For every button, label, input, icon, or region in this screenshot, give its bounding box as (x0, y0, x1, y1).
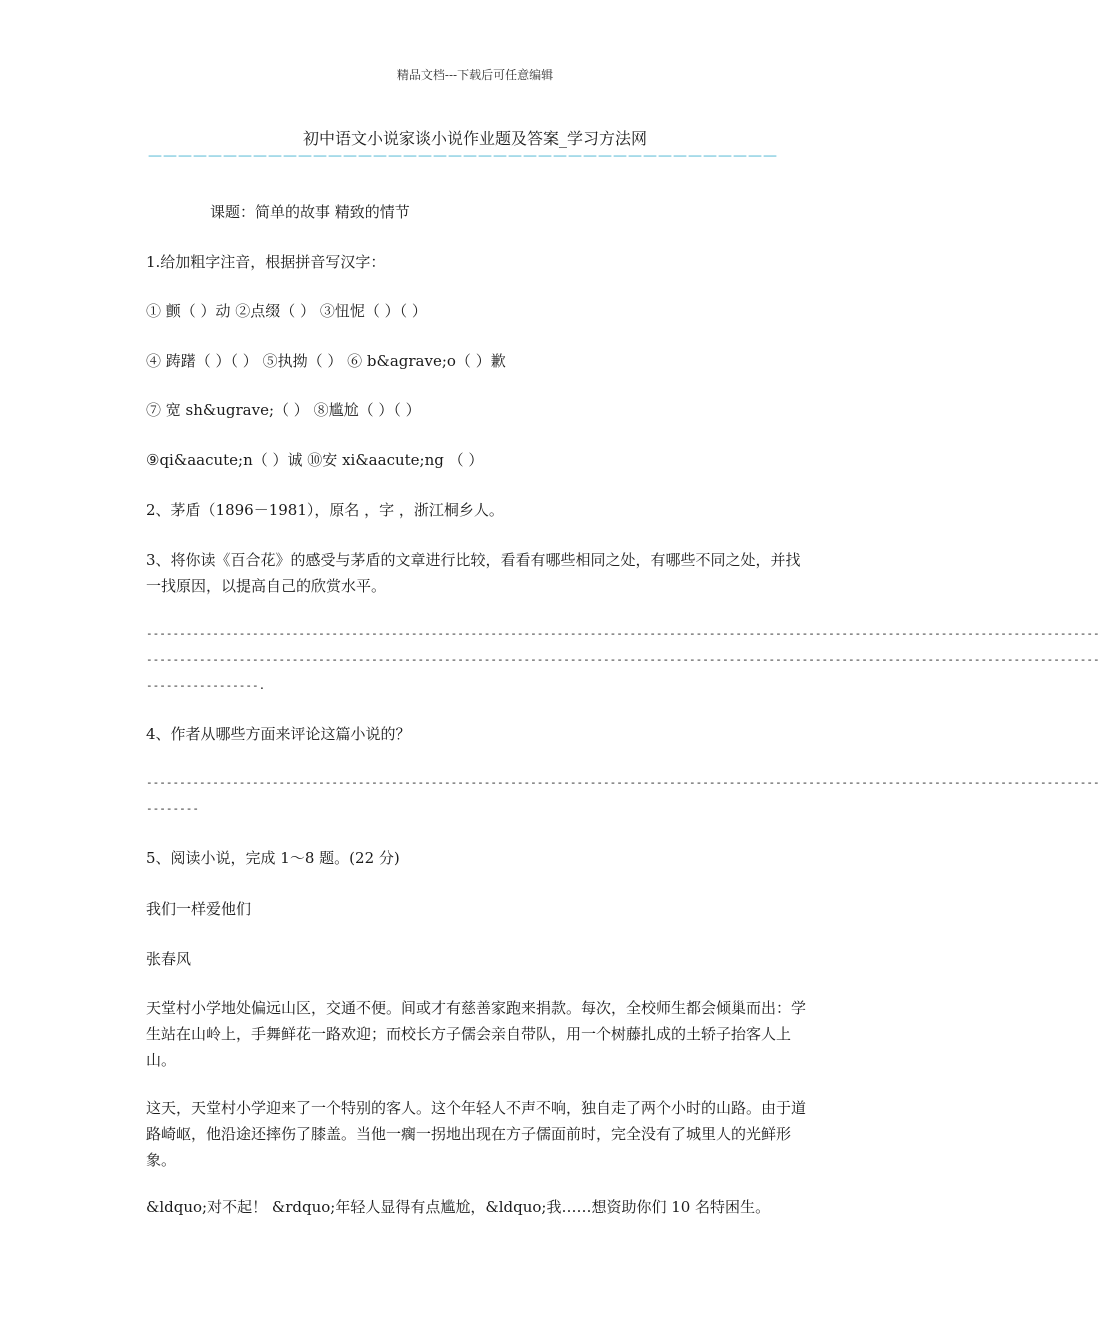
answer-line: ------------------------------------------------------------------------------------------------------------------------------------------------ (146, 653, 1100, 666)
question-1-line-2: ④ 踌躇（ ）（ ） ⑤执拗（ ） ⑥ b&agrave;o（ ）歉 (146, 352, 506, 370)
question-1-line-4: ⑨qi&aacute;n（ ）诚 ⑩安 xi&aacute;ng （ ） (146, 451, 484, 469)
story-paragraph-2: 这天，天堂村小学迎来了一个特别的客人。这个年轻人不声不响，独自走了两个小时的山路。由于道路崎岖，他沿途还摔伤了膝盖。当他一瘸一拐地出现在方子儒面前时，完全没有了城里人的光鲜形象。 (146, 1099, 807, 1169)
question-3: 3、将你读《百合花》的感受与茅盾的文章进行比较，看看有哪些相同之处，有哪些不同之处，并找一找原因，以提高自己的欣赏水平。 (146, 551, 801, 595)
question-1-heading: 1.给加粗字注音，根据拼音写汉字： (146, 253, 386, 271)
story-author: 张春风 (146, 950, 192, 968)
story-title: 我们一样爱他们 (146, 900, 252, 918)
story-paragraph-1: 天堂村小学地处偏远山区，交通不便。间或才有慈善家跑来捐款。每次，全校师生都会倾巢而出：学生站在山岭上，手舞鲜花一路欢迎；而校长方子儒会亲自带队，用一个树藤扎成的土轿子抬客人上山。 (146, 999, 807, 1069)
page-header-note: 精品文档---下载后可任意编辑 (396, 68, 554, 82)
question-1-line-1: ① 颤（ ）动 ②点缀（ ） ③忸怩（ ）（ ） (146, 302, 427, 320)
answer-line: -------- (146, 802, 199, 815)
answer-line: -----------------. (146, 679, 266, 692)
question-4: 4、作者从哪些方面来评论这篇小说的？ (146, 725, 411, 743)
document-title: 初中语文小说家谈小说作业题及答案_学习方法网 (302, 129, 647, 148)
story-paragraph-3: &ldquo;对不起！ &rdquo;年轻人显得有点尴尬，&ldquo;我……想资助你们 10 名特困生。 (146, 1198, 771, 1216)
question-1-line-3: ⑦ 宽 sh&ugrave;（ ） ⑧尴尬（ ）（ ） (146, 401, 421, 419)
answer-line: ------------------------------------------------------------------------------------------------------------------------------------------------ (146, 627, 1100, 640)
subject-line: 课题：简单的故事 精致的情节 (210, 203, 410, 221)
question-2: 2、茅盾（1896－1981），原名 ，字 ，浙江桐乡人。 (146, 501, 504, 519)
title-separator: —————————————————————————————————————————— (148, 148, 778, 164)
question-5: 5、阅读小说，完成 1～8 题。(22 分) (146, 849, 400, 867)
answer-line: ------------------------------------------------------------------------------------------------------------------------------------------------ (146, 776, 1100, 789)
